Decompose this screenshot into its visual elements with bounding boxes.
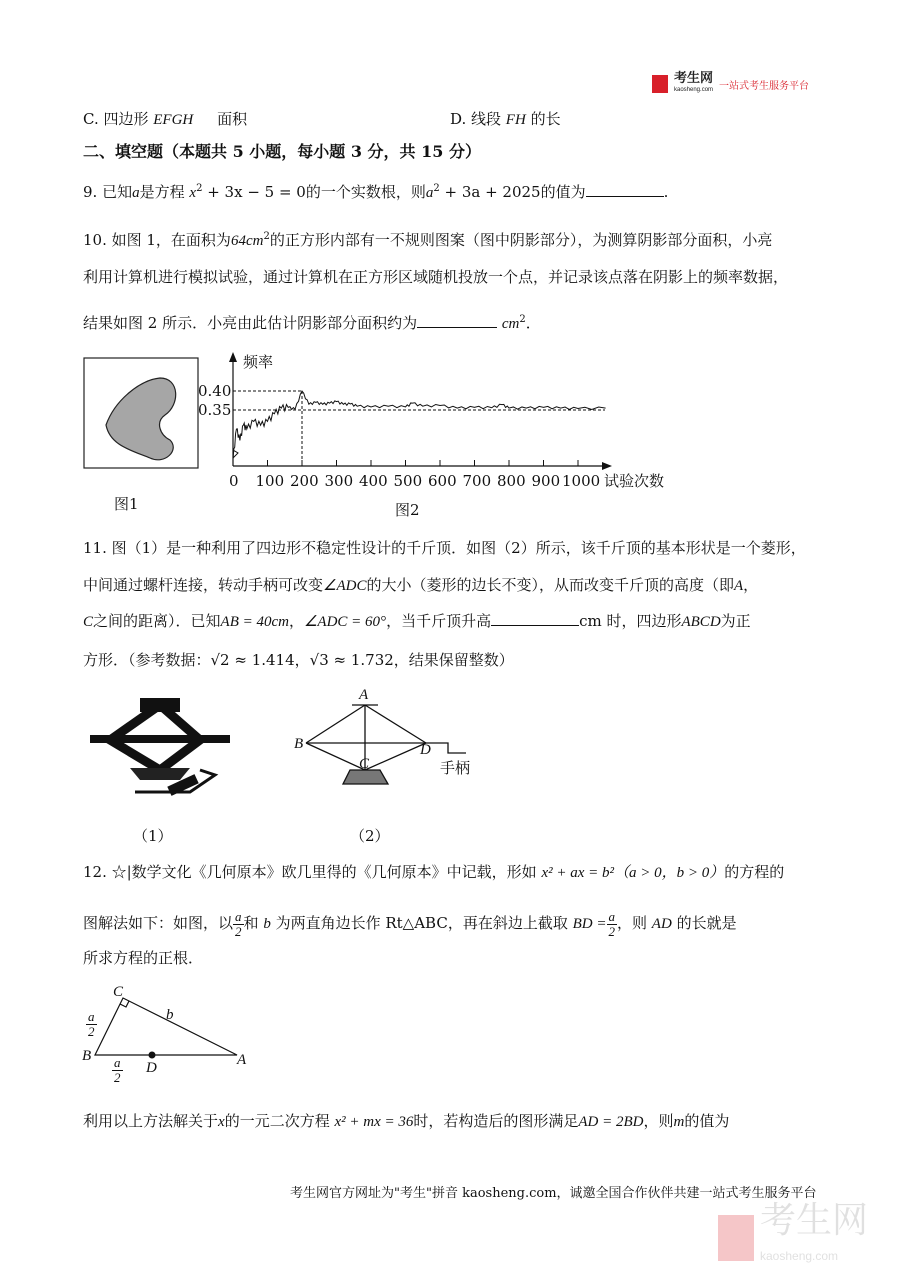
- x-tick-label: 900: [531, 472, 561, 490]
- section-title: 二、填空题（本题共 5 小题，每小题 3 分，共 15 分）: [83, 142, 481, 161]
- logo-name: 考生网: [674, 70, 714, 85]
- tri-label-a2-left: $\frac{a}{2}$: [88, 1009, 95, 1039]
- x-tick-label: 500: [393, 472, 423, 490]
- x-tick-label: 600: [428, 472, 457, 490]
- y-axis-arrow: [229, 352, 237, 362]
- tri-label-a2-bottom: $\frac{a}{2}$: [114, 1055, 121, 1085]
- fig1-caption: 图1: [114, 495, 139, 513]
- y-tick-040: 0.40: [198, 382, 232, 400]
- kaosheng-logo-icon: [652, 75, 668, 93]
- question-10-line-2: 利用计算机进行模拟试验，通过计算机在正方形区域随机投放一个点，并记录该点落在阴影上的频率数据，: [83, 268, 789, 286]
- option-d: D. 线段 FH 的长: [450, 110, 561, 128]
- tri-label-B: B: [82, 1048, 92, 1064]
- watermark: 考生网 kaosheng.com: [718, 1202, 868, 1272]
- frequency-chart: [229, 352, 612, 470]
- header-logo[interactable]: [652, 72, 809, 96]
- x-tick-label: 1000: [562, 472, 601, 490]
- label-D: D: [420, 742, 431, 758]
- tri-label-b: b: [166, 1007, 174, 1023]
- question-10-line-3: 结果如图 2 所示．小亮由此估计阴影部分面积约为 $cm^2$．: [83, 314, 541, 332]
- x-tick-label: 200: [290, 472, 319, 490]
- tri-label-D: D: [146, 1060, 157, 1076]
- shaded-region: [106, 378, 176, 460]
- y-tick-035: 0.35: [198, 401, 232, 419]
- question-12-line-1: 12. ☆|数学文化《几何原本》欧几里得的《几何原本》中记载，形如 x² + ax = b²（a > 0，b > 0）的方程的: [83, 863, 785, 881]
- question-12-line-2: 图解法如下：如图，以 $\frac{a}{2}$ 和 b 为两直角边长作 Rt△ABC，再在斜边上截取 BD = $\frac{a}{2}$ ，则 AD 的长就是: [83, 908, 737, 939]
- question-12-line-3: 所求方程的正根．: [83, 949, 204, 967]
- answer-blank-11: [491, 611, 579, 626]
- chart-ylabel: 频率: [243, 353, 274, 371]
- x-tick-label: 300: [324, 472, 354, 490]
- x-tick-label: 0: [229, 472, 239, 490]
- frequency-series-line: [233, 391, 606, 459]
- caption-2: （2）: [350, 827, 390, 845]
- option-c: C. 四边形 EFGH 面积: [83, 110, 248, 128]
- question-9: 9. 已知a是方程 $x^2 + 3x - 5 = 0$的一个实数根，则$a^2 + 3a + 2025$的值为 .: [83, 183, 669, 201]
- answer-blank-10: [417, 313, 497, 328]
- x-tick-label: 100: [255, 472, 285, 490]
- label-handle: 手柄: [440, 759, 471, 777]
- tri-label-A: A: [237, 1052, 247, 1068]
- label-A: A: [359, 687, 369, 703]
- header-slogan: 一站式考生服务平台: [719, 80, 810, 92]
- question-11-line-2: 中间通过螺杆连接，转动手柄可改变∠ADC的大小（菱形的边长不变），从而改变千斤顶的高度（即A，: [83, 576, 759, 594]
- question-11-line-4: 方形．（参考数据：√2 ≈ 1.414，√3 ≈ 1.732，结果保留整数）: [83, 651, 514, 669]
- label-B: B: [294, 736, 304, 752]
- watermark-logo-icon: [718, 1215, 754, 1261]
- logo-url: kaosheng.com: [674, 87, 714, 93]
- tri-label-C: C: [113, 984, 124, 1000]
- footer-text: 考生网官方网址为"考生"拼音 kaosheng.com，诚邀全国合作伙伴共建一站式考生服务平台: [290, 1186, 817, 1201]
- question-10-line-1: 10. 如图 1，在面积为$64cm^2$的正方形内部有一不规则图案（图中阴影部分），为测算阴影部分面积，小亮: [83, 231, 773, 249]
- car-jack-photo: [90, 698, 230, 796]
- question-11-line-3: C之间的距离）．已知AB = 40cm，∠ADC = 60°，当千斤顶升高 cm 时，四边形ABCD为正: [83, 612, 751, 630]
- caption-1: （1）: [133, 827, 173, 845]
- label-C: C: [359, 756, 370, 772]
- question-12-line-4: 利用以上方法解关于x的一元二次方程 x² + mx = 36时，若构造后的图形满足AD = 2BD，则m的值为: [83, 1112, 730, 1130]
- x-axis-arrow: [602, 462, 612, 470]
- figures-q11: [0, 680, 900, 820]
- answer-blank-9: [586, 182, 664, 197]
- question-11-line-1: 11. 图（1）是一种利用了四边形不稳定性设计的千斤顶．如图（2）所示，该千斤顶的基本形状是一个菱形，: [83, 539, 806, 557]
- x-tick-label: 400: [359, 472, 388, 490]
- x-tick-label: 800: [497, 472, 526, 490]
- x-tick-label: 700: [462, 472, 492, 490]
- fig2-caption: 图2: [395, 501, 420, 519]
- chart-xlabel: 试验次数: [604, 472, 665, 490]
